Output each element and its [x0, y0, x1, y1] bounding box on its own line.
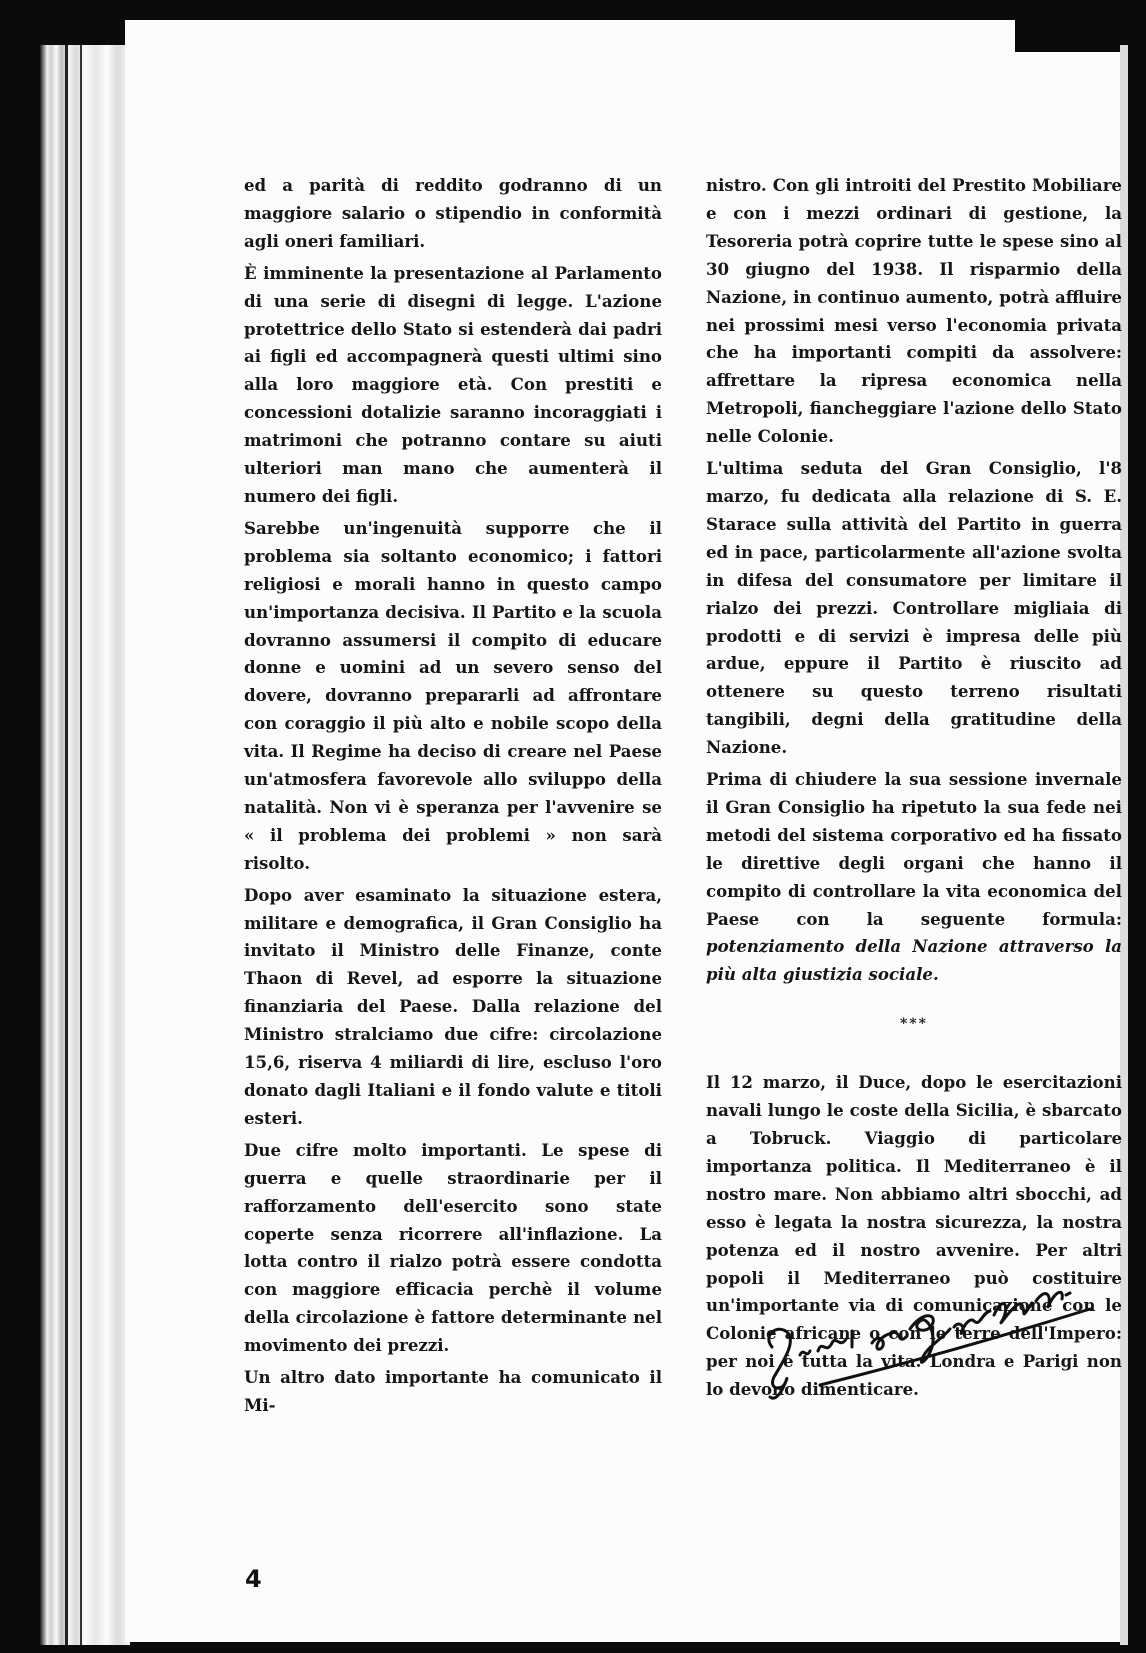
paragraph: Un altro dato importante ha comunicato il Mi-: [244, 1367, 662, 1415]
binding-line: [80, 45, 82, 1645]
formula-italic: potenziamento della Nazione attraverso la più alta giustizia sociale.: [706, 936, 1122, 985]
formula-lead: Prima di chiudere la sua sessione invernale il Gran Consiglio ha ripetuto la sua fede nei metodi del sistema corporativo ed ha fissato le direttive degli organi che hanno il compito di controllare la vita economica del Paese con la seguente formula:: [706, 769, 1122, 929]
paragraph: Sarebbe un'ingenuità supporre che il problema sia soltanto economico; i fattori religiosi e morali hanno in questo campo un'importanza decisiva. Il Partito e la scuola dovranno assumersi il compito di educare donne e uomini ad un severo senso del dovere, dovranno prepararli ad affrontare con coraggio il più alto e nobile scopo della vita. Il Regime ha deciso di creare nel Paese un'atmosfera favorevole allo sviluppo della natalità. Non vi è speranza per l'avvenire se « il problema dei problemi » non sarà risolto.: [244, 517, 662, 873]
paragraph: ed a parità di reddito godranno di un maggiore salario o stipendio in conformità agli oneri familiari.: [244, 175, 662, 251]
section-separator: ***: [900, 1016, 928, 1033]
paragraph: Il 12 marzo, il Duce, dopo le esercitazioni navali lungo le coste della Sicilia, è sbarcato a Tobruck. Viaggio di particolare importanza politica. Il Mediterraneo è il nostro mare. Non abbiamo altri sbocchi, ad esso è legata la nostra sicurezza, la nostra potenza ed il nostro avvenire. Per altri popoli il Mediterraneo può costituire un'importante via di comunicazione con le Colonie africane o con le terre dell'Impero: per noi è tutta la vita. Londra e Parigi non lo devono dimenticare.: [706, 1072, 1122, 1400]
paragraph: Due cifre molto importanti. Le spese di guerra e quelle straordinarie per il rafforzamento dell'esercito sono state coperte senza ricorrere all'inflazione. La lotta contro il rialzo potrà essere condotta con maggiore efficacia perchè il volume della circolazione è fattore determinante nel movimento dei prezzi.: [244, 1139, 662, 1356]
page-top: [125, 20, 1015, 52]
paragraph: È imminente la presentazione al Parlamento di una serie di disegni di legge. L'azione protettrice dello Stato si estenderà dai padri ai figli ed accompagnerà questi ultimi sino alla loro maggiore età. Con prestiti e concessioni dotalizie saranno incoraggiati i matrimoni che potranno contare su aiuti ulteriori man mano che aumenterà il numero dei figli.: [244, 262, 662, 506]
left-column: [244, 172, 662, 1424]
handwritten-signature: [760, 1285, 1130, 1405]
page-number: 4: [245, 1565, 262, 1593]
right-column: [706, 172, 1122, 1408]
book-binding-edge: [40, 45, 130, 1645]
paragraph: Dopo aver esaminato la situazione estera, militare e demografica, il Gran Consiglio ha invitato il Ministro delle Finanze, conte Thaon di Revel, ad esporre la situazione finanziaria del Paese. Dalla relazione del Ministro stralciamo due cifre: circolazione 15,6, riserva 4 miliardi di lire, escluso l'oro donato dagli Italiani e il fondo valute e titoli esteri.: [244, 884, 662, 1128]
paragraph-formula: [706, 766, 1122, 989]
paragraph: nistro. Con gli introiti del Prestito Mobiliare e con i mezzi ordinari di gestione, la Tesoreria potrà coprire tutte le spese sino al 30 giugno del 1938. Il risparmio della Nazione, in continuo aumento, potrà affluire nei prossimi mesi verso l'economia privata che ha importanti compiti da assolvere: affrettare la ripresa economica nella Metropoli, fiancheggiare l'azione dello Stato nelle Colonie.: [706, 175, 1122, 447]
paragraph: L'ultima seduta del Gran Consiglio, l'8 marzo, fu dedicata alla relazione di S. E. Starace sulla attività del Partito in guerra ed in pace, particolarmente all'azione svolta in difesa del consumatore per limitare il rialzo dei prezzi. Controllare migliaia di prodotti e di servizi è impresa delle più ardue, eppure il Partito è riuscito ad ottenere su questo terreno risultati tangibili, degni della gratitudine della Nazione.: [706, 458, 1122, 758]
